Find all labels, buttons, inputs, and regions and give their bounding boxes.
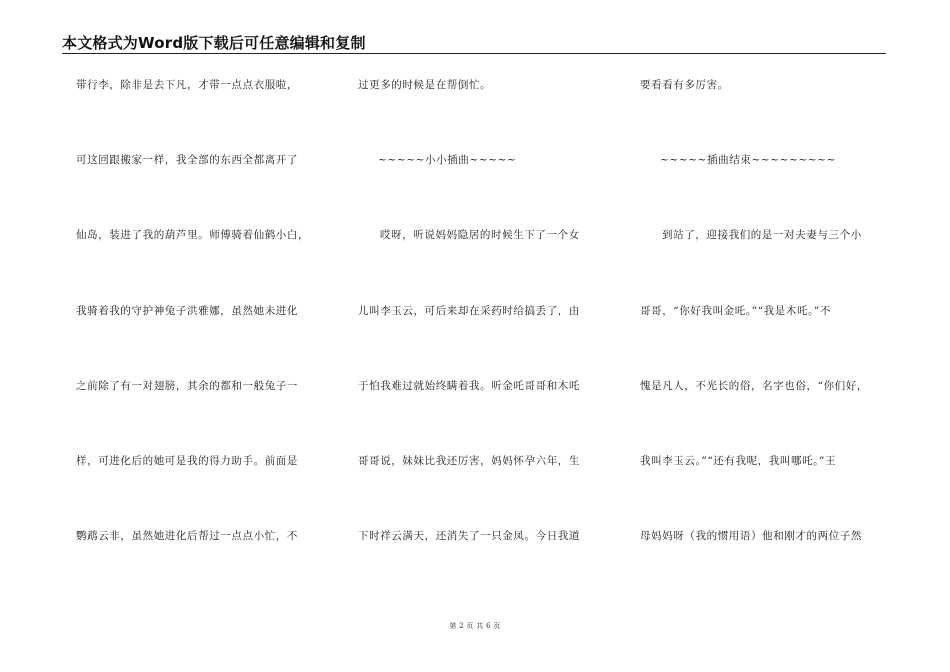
text-line: 哎呀，听说妈妈隐居的时候生下了一个女 bbox=[380, 229, 580, 241]
text-line: 鹦鹉云非，虽然她进化后帮过一点点小忙，不 bbox=[76, 530, 298, 542]
text-line: 儿叫李玉云，可后来却在采药时给搞丢了，由 bbox=[358, 305, 580, 317]
text-column-2 bbox=[358, 0, 608, 600]
header-title: 本文格式为Word版下载后可任意编辑和复制 bbox=[62, 34, 366, 52]
page-number-footer: 第 2 页 共 6 页 bbox=[449, 622, 501, 630]
text-column-1 bbox=[76, 0, 326, 600]
text-line: 于怕我难过就始终瞒着我。听金吒哥哥和木吒 bbox=[358, 380, 580, 392]
text-line: 要看看有多厉害。 bbox=[640, 79, 729, 91]
text-line: 哥哥，“你好我叫金吒。”“我是木吒。”不 bbox=[640, 305, 831, 317]
text-line: 我叫李玉云。”“还有我呢，我叫哪吒。”王 bbox=[640, 455, 837, 467]
section-marker: ~~~~~小小插曲~~~~~ bbox=[378, 154, 517, 166]
text-line: 哥哥说，妹妹比我还厉害，妈妈怀孕六年，生 bbox=[358, 455, 580, 467]
text-line: 带行李，除非是去下凡，才带一点点衣服啦， bbox=[76, 79, 298, 91]
text-column-3 bbox=[640, 0, 890, 600]
text-line: 之前除了有一对翅膀，其余的都和一般兔子一 bbox=[76, 380, 298, 392]
text-line: 母妈妈呀（我的惯用语）他和刚才的两位子然 bbox=[640, 530, 862, 542]
text-line: 愧是凡人，不光长的俗，名字也俗，“你们好， bbox=[640, 380, 868, 392]
section-marker: ~~~~~插曲结束~~~~~~~~~ bbox=[660, 154, 836, 166]
text-line: 样，可进化后的她可是我的得力助手。前面是 bbox=[76, 455, 298, 467]
text-line: 仙岛，装进了我的葫芦里。师傅骑着仙鹤小白， bbox=[76, 229, 310, 241]
text-line: 我骑着我的守护神兔子洪雅娜，虽然她未进化 bbox=[76, 305, 298, 317]
text-line: 到站了，迎接我们的是一对夫妻与三个小 bbox=[662, 229, 862, 241]
text-line: 可这回跟搬家一样，我全部的东西全都离开了 bbox=[76, 154, 298, 166]
text-line: 下时祥云满天，还消失了一只金凤。今日我道 bbox=[358, 530, 580, 542]
text-line: 过更多的时候是在帮倒忙。 bbox=[358, 79, 492, 91]
